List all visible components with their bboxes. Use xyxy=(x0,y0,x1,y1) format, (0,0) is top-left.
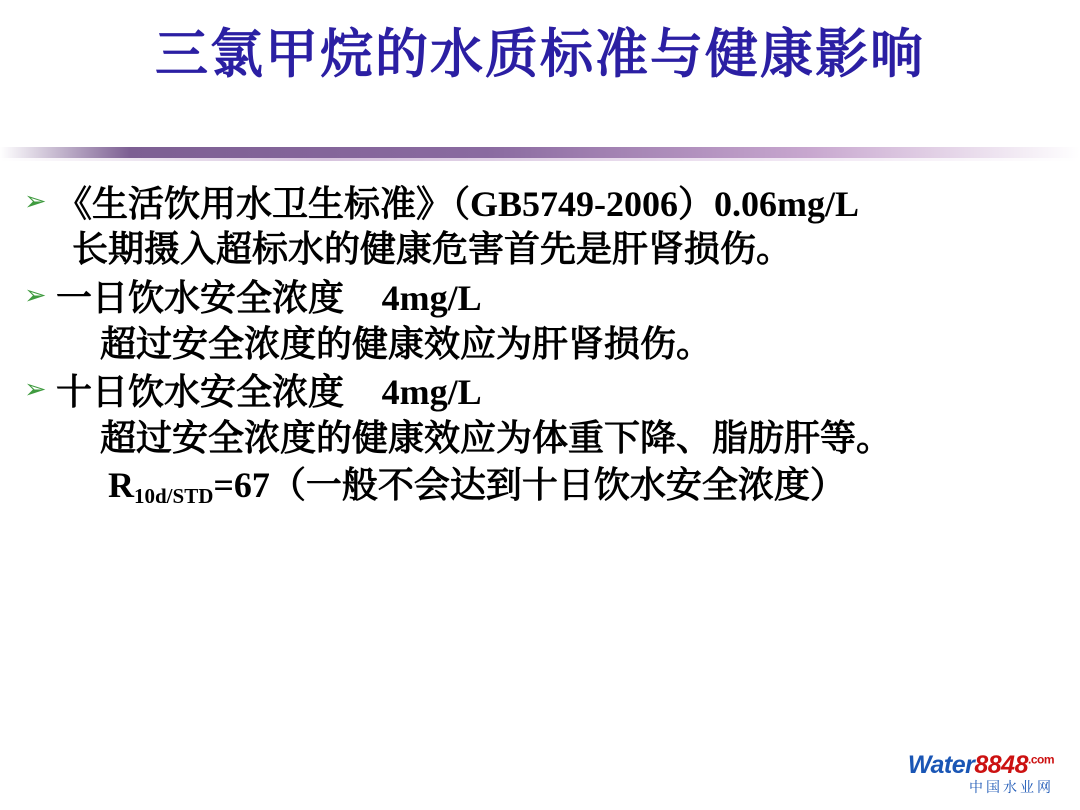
bullet-3-formula-line xyxy=(56,462,1066,510)
bullet-item-1 xyxy=(16,182,1066,274)
bullet-1-cjk-2: ） xyxy=(678,184,715,225)
bullet-1-subline: 长期摄入超标水的健康危害首先是肝肾损伤。 xyxy=(72,229,793,271)
bullet-2-value: 4mg/L xyxy=(381,278,482,319)
bullet-2-subline: 超过安全浓度的健康效应为肝肾损伤。 xyxy=(100,323,713,365)
title-divider-shadow xyxy=(0,158,1080,161)
bullet-3-cjk-1: 十日饮水安全浓度 xyxy=(56,372,345,414)
bullet-3-subline: 超过安全浓度的健康效应为体重下降、脂肪肝等。 xyxy=(100,417,893,459)
bullet-3-text xyxy=(56,370,1066,415)
bullet-item-3 xyxy=(16,370,1066,510)
bullet-2-cjk-1: 一日饮水安全浓度 xyxy=(56,278,345,320)
logo-subtitle: 中国水业网 xyxy=(969,779,1054,796)
slide-body xyxy=(16,182,1066,512)
bullet-1-text xyxy=(56,182,1066,227)
logo-wordmark xyxy=(908,752,1054,780)
bullet-2-text xyxy=(56,276,1066,321)
site-logo xyxy=(908,752,1054,796)
formula-ratio xyxy=(108,465,270,509)
formula-subscript: 10d/STD xyxy=(134,484,214,509)
bullet-1-standard-code: GB5749-2006 xyxy=(470,184,679,224)
logo-domain: .com xyxy=(1027,752,1054,767)
formula-equals-value: =67 xyxy=(213,465,270,506)
bullet-marker-icon: ➢ xyxy=(24,374,47,406)
bullet-3-value: 4mg/L xyxy=(381,372,482,413)
logo-number: 8848 xyxy=(974,751,1028,780)
bullet-marker-icon: ➢ xyxy=(24,186,47,217)
title-area xyxy=(0,26,1080,84)
page-title: 三氯甲烷的水质标准与健康影响 xyxy=(155,24,925,85)
title-divider xyxy=(0,147,1080,158)
bullet-1-limit-value: 0.06mg/L xyxy=(714,184,860,224)
logo-word: Water xyxy=(907,751,975,780)
formula-note: （一般不会达到十日饮水安全浓度） xyxy=(269,465,846,507)
formula-base: R xyxy=(108,465,134,506)
bullet-1-cjk-1: 《生活饮用水卫生标准》（ xyxy=(56,184,471,225)
bullet-item-2 xyxy=(16,276,1066,368)
bullet-marker-icon: ➢ xyxy=(24,280,47,312)
